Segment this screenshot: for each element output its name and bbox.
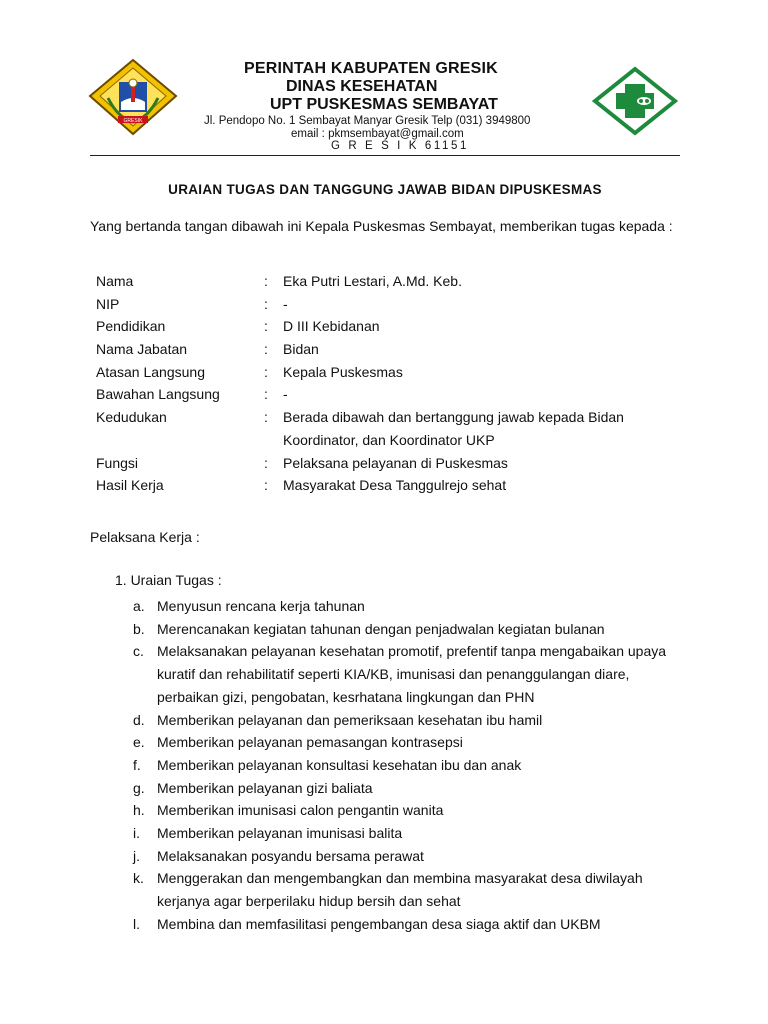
list-marker: b. <box>133 620 145 637</box>
field-value: Berada dibawah dan bertanggung jawab kepada Bidan Koordinator, dan Koordinator UKP <box>283 409 624 448</box>
field-row <box>96 452 686 475</box>
list-marker: f. <box>133 756 141 773</box>
field-label: Nama Jabatan <box>96 341 188 358</box>
list-marker: g. <box>133 779 145 796</box>
field-separator: : <box>264 386 268 403</box>
field-row <box>96 315 686 338</box>
emblem-caption: GRESIK <box>123 118 143 124</box>
identity-fields <box>96 270 686 497</box>
list-item <box>133 640 693 708</box>
list-text: Memberikan imunisasi calon pengantin wanita <box>157 802 444 819</box>
field-value: Pelaksana pelayanan di Puskesmas <box>283 454 508 471</box>
list-marker: h. <box>133 802 145 819</box>
field-label: Nama <box>96 273 134 289</box>
task-list <box>133 595 693 936</box>
list-item <box>133 867 693 912</box>
list-item <box>133 595 693 618</box>
list-text: Membina dan memfasilitasi pengembangan desa siaga aktif dan UKBM <box>157 915 601 932</box>
list-marker: c. <box>133 643 144 660</box>
field-value: Eka Putri Lestari, A.Md. Keb. <box>283 273 462 289</box>
field-label: Hasil Kerja <box>96 477 164 494</box>
list-text: Merencanakan kegiatan tahunan dengan penjadwalan kegiatan bulanan <box>157 620 605 637</box>
list-item <box>133 822 693 845</box>
list-marker: d. <box>133 711 145 728</box>
list-item <box>133 618 693 641</box>
list-marker: j. <box>133 847 140 864</box>
letterhead-address: Jl. Pendopo No. 1 Sembayat Manyar Gresik Telp (031) 3949800 <box>204 115 531 127</box>
field-label: Bawahan Langsung <box>96 386 220 403</box>
list-text: Memberikan pelayanan imunisasi balita <box>157 825 403 842</box>
puskesmas-cross-icon <box>592 66 678 136</box>
field-value: - <box>283 386 288 403</box>
field-value: Kepala Puskesmas <box>283 363 403 380</box>
field-row <box>96 270 686 293</box>
list-marker: l. <box>133 915 140 932</box>
list-item <box>133 845 693 868</box>
list-text: Menggerakan dan mengembangkan dan membina masyarakat desa diwilayah kerjanya agar berperilaku hidup bersih dan sehat <box>157 870 643 910</box>
field-value: Masyarakat Desa Tanggulrejo sehat <box>283 477 507 494</box>
field-label: Kedudukan <box>96 409 167 426</box>
list-marker: a. <box>133 598 145 614</box>
field-separator: : <box>264 341 268 358</box>
field-label: Pendidikan <box>96 318 166 335</box>
field-row <box>96 338 686 361</box>
field-separator: : <box>264 273 268 289</box>
list-text: Menyusun rencana kerja tahunan <box>157 598 365 614</box>
list-marker: e. <box>133 734 145 751</box>
list-text: Memberikan pelayanan konsultasi kesehatan ibu dan anak <box>157 756 522 773</box>
document-title: URAIAN TUGAS DAN TANGGUNG JAWAB BIDAN DIPUSKESMAS <box>168 182 602 197</box>
list-marker: k. <box>133 870 144 887</box>
list-item <box>133 731 693 754</box>
field-label: Fungsi <box>96 454 139 471</box>
list-text: Memberikan pelayanan pemasangan kontrasepsi <box>157 734 463 751</box>
list-text: Melaksanakan posyandu bersama perawat <box>157 847 424 864</box>
field-separator: : <box>264 477 268 494</box>
letterhead-line-1: PERINTAH KABUPATEN GRESIK <box>244 60 498 77</box>
letterhead-divider <box>90 155 680 156</box>
list-item <box>133 913 693 936</box>
field-row <box>96 383 686 406</box>
intro-paragraph: Yang bertanda tangan dibawah ini Kepala Puskesmas Sembayat, memberikan tugas kepada : <box>90 218 673 234</box>
field-row <box>96 406 686 451</box>
field-separator: : <box>264 318 268 335</box>
field-row <box>96 361 686 384</box>
letterhead-line-2: DINAS KESEHATAN <box>286 78 438 95</box>
uraian-tugas-heading: 1. Uraian Tugas : <box>115 572 222 588</box>
field-value: - <box>283 295 288 312</box>
list-text: Melaksanakan pelayanan kesehatan promotif, prefentif tanpa mengabaikan upaya kuratif dan rehabilitatif seperti KIA/KB, imunisasi dan penanggulangan diare, perbaikan gizi, pengobatan, kesrhatana lingkungan dan PHN <box>157 643 667 705</box>
gresik-regency-emblem-icon <box>88 58 178 136</box>
list-item <box>133 777 693 800</box>
list-item <box>133 709 693 732</box>
letterhead-line-3: UPT PUSKESMAS SEMBAYAT <box>270 96 498 113</box>
field-label: Atasan Langsung <box>96 363 205 380</box>
field-separator: : <box>264 363 268 380</box>
field-row <box>96 293 686 316</box>
list-marker: i. <box>133 825 140 842</box>
field-separator: : <box>264 295 268 312</box>
letterhead-email: email : pkmsembayat@gmail.com <box>291 128 464 140</box>
field-value: D III Kebidanan <box>283 318 380 335</box>
field-value: Bidan <box>283 341 319 358</box>
field-label: NIP <box>96 295 120 312</box>
field-separator: : <box>264 454 268 471</box>
field-row <box>96 474 686 497</box>
list-item <box>133 754 693 777</box>
field-separator: : <box>264 409 268 426</box>
list-text: Memberikan pelayanan dan pemeriksaan kesehatan ibu hamil <box>157 711 543 728</box>
list-item <box>133 799 693 822</box>
list-text: Memberikan pelayanan gizi baliata <box>157 779 373 796</box>
pelaksana-kerja-heading: Pelaksana Kerja : <box>90 529 200 545</box>
letterhead-city: G R E S I K 61151 <box>331 140 469 152</box>
